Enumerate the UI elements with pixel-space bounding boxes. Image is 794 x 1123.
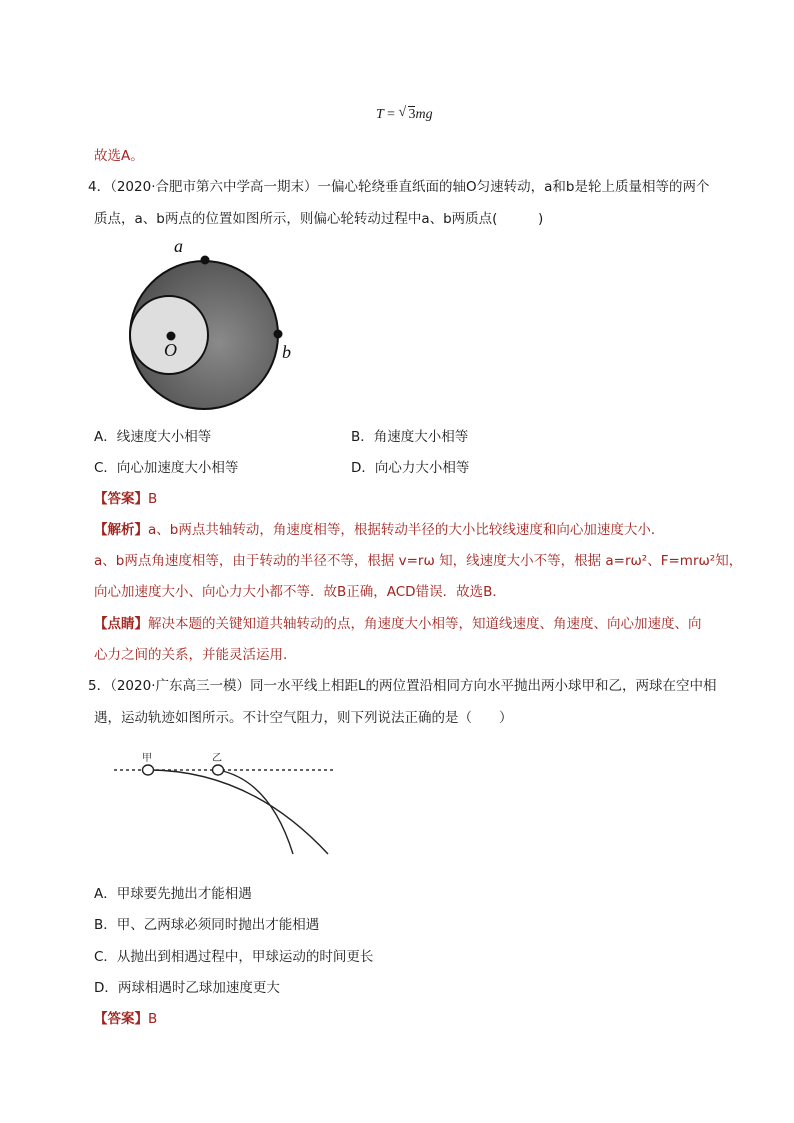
q4-analysis-line1 [94, 518, 664, 538]
answer-tag: 【答案】 [94, 491, 148, 507]
label-o: O [164, 340, 177, 360]
point-b [274, 330, 283, 339]
trajectory-jia [148, 770, 328, 854]
comment-tag: 【点睛】 [94, 616, 148, 632]
sqrt-symbol: √ 3 [398, 105, 416, 122]
q4-option-b: B．角速度大小相等 [351, 429, 469, 445]
formula-eq: = [387, 107, 395, 122]
answer-value: B [148, 491, 158, 507]
q4-comment-line1 [94, 612, 702, 632]
formula-lhs: T [376, 107, 384, 122]
formula-rest: mg [415, 107, 433, 122]
projectile-figure [110, 750, 340, 862]
formula-t-equals [376, 107, 433, 123]
q4-stem-line1: 4．（2020·合肥市第六中学高一期末）一偏心轮绕垂直纸面的轴O匀速转动，a和b是轮上质量相等的两个 [88, 179, 710, 195]
q5-option-a: A．甲球要先抛出才能相遇 [94, 886, 252, 902]
formula-radicand: 3 [408, 107, 416, 122]
analysis-text-1: a、b两点共轴转动，角速度相等，根据转动半径的大小比较线速度和向心加速度大小． [148, 522, 665, 538]
q5-option-c: C．从抛出到相遇过程中，甲球运动的时间更长 [94, 949, 374, 965]
q5-option-b: B．甲、乙两球必须同时抛出才能相遇 [94, 917, 320, 933]
q4-option-c: C．向心加速度大小相等 [94, 460, 239, 476]
q4-option-a: A．线速度大小相等 [94, 429, 212, 445]
q5-option-d: D．两球相遇时乙球加速度更大 [94, 980, 280, 996]
q4-comment-line2: 心力之间的关系，并能灵活运用. [94, 647, 288, 663]
label-yi: 乙 [212, 753, 222, 764]
q4-stem-line2: 质点，a、b两点的位置如图所示，则偏心轮转动过程中a、b两质点( ) [94, 211, 544, 227]
label-b: b [282, 342, 291, 362]
q4-analysis-line2: a、b两点角速度相等，由于转动的半径不等，根据 v=rω 知，线速度大小不等，根据 a=rω²、F=mrω²知， [94, 553, 743, 569]
ball-jia [143, 765, 154, 775]
label-jia: 甲 [142, 753, 152, 764]
q5-answer [94, 1007, 157, 1027]
label-a: a [174, 236, 183, 256]
eccentric-wheel-figure [124, 232, 310, 412]
q5-stem-line1: 5．（2020·广东高三一模）同一水平线上相距L的两位置沿相同方向水平抛出两小球甲和乙，两球在空中相 [88, 678, 717, 694]
point-a [201, 256, 210, 265]
ball-yi [213, 765, 224, 775]
trajectory-yi [218, 770, 293, 854]
q4-analysis-line3: 向心加速度大小、向心力大小都不等．故B正确，ACD错误．故选B． [94, 584, 506, 600]
q5-stem-line2: 遇，运动轨迹如图所示。不计空气阻力，则下列说法正确的是（ ） [94, 710, 513, 726]
q4-answer [94, 487, 157, 507]
answer-tag: 【答案】 [94, 1011, 148, 1027]
analysis-tag: 【解析】 [94, 522, 148, 538]
comment-text-1: 解决本题的关键知道共轴转动的点，角速度大小相等，知道线速度、角速度、向心加速度、向 [148, 616, 702, 632]
q4-option-d: D．向心力大小相等 [351, 460, 470, 476]
prev-conclusion: 故选A。 [94, 148, 144, 164]
answer-value: B [148, 1011, 158, 1027]
